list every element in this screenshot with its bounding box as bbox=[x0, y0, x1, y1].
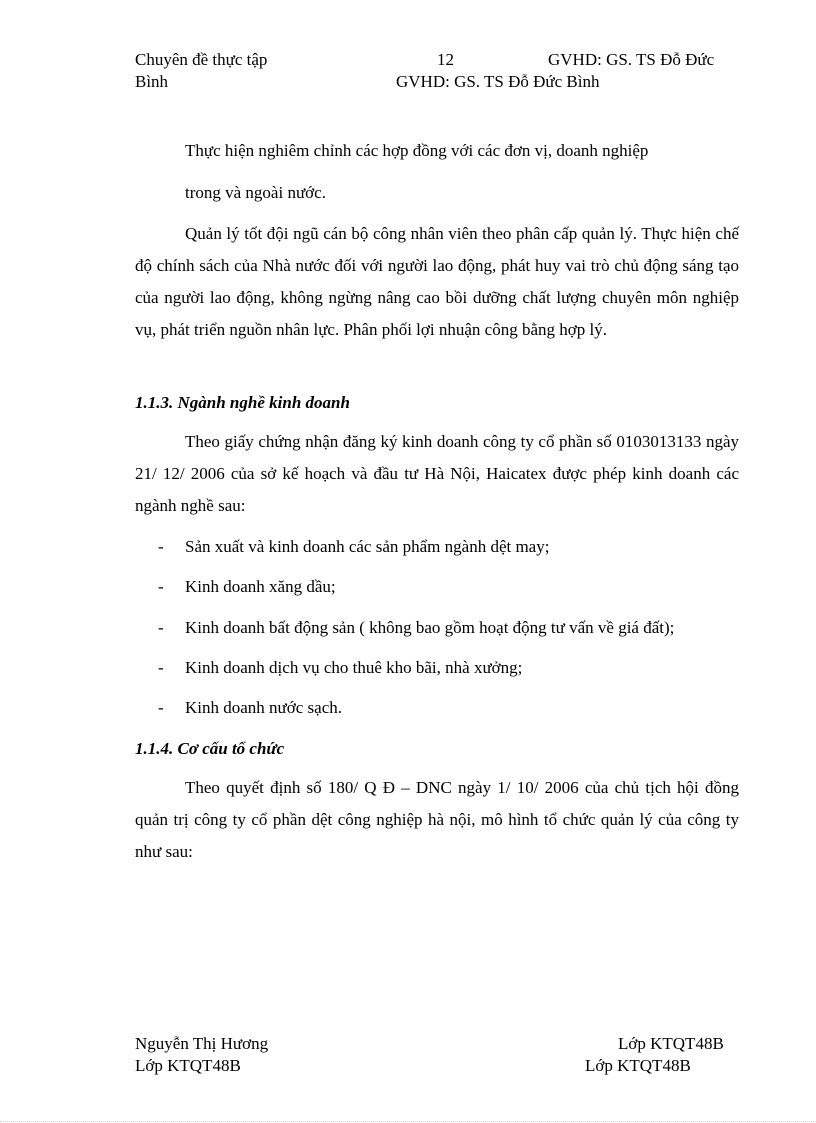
list-item-text: Sản xuất và kinh doanh các sản phẩm ngành dệt may; bbox=[185, 537, 550, 556]
paragraph-2 bbox=[135, 218, 739, 346]
paragraph-4-text: Theo quyết định số 180/ Q Đ – DNC ngày 1/ 10/ 2006 của chủ tịch hội đồng quản trị công ty cổ phần dệt công nghiệp hà nội, mô hình tổ chức quản lý của công ty như sau: bbox=[135, 778, 739, 861]
paragraph-3-text: Theo giấy chứng nhận đăng ký kinh doanh công ty cổ phần số 0103013133 ngày 21/ 12/ 2006 của sở kế hoạch và đầu tư Hà Nội, Haicatex được phép kinh doanh các ngành nghề sau: bbox=[135, 432, 739, 515]
footer-author: Nguyễn Thị Hương bbox=[135, 1034, 269, 1053]
paragraph-4 bbox=[135, 772, 739, 868]
header-advisor-top: GVHD: GS. TS Đỗ Đức bbox=[548, 50, 715, 69]
header-advisor-bottom: GVHD: GS. TS Đỗ Đức Bình bbox=[396, 72, 600, 91]
list-item-text: Kinh doanh dịch vụ cho thuê kho bãi, nhà xưởng; bbox=[185, 658, 523, 677]
list-item bbox=[158, 657, 522, 679]
paragraph-1-line-1: Thực hiện nghiêm chỉnh các hợp đồng với các đơn vị, doanh nghiệp bbox=[185, 141, 649, 160]
paragraph-2-text: Quản lý tốt đội ngũ cán bộ công nhân viên theo phân cấp quản lý. Thực hiện chế độ chính sách của Nhà nước đối với người lao động, phát huy vai trò chủ động sáng tạo của người lao động, không ngừng nâng cao bồi dưỡng chất lượng chuyên môn nghiệp vụ, phát triển nguồn nhân lực. Phân phối lợi nhuận công bằng hợp lý. bbox=[135, 224, 739, 339]
footer-class-top: Lớp KTQT48B bbox=[618, 1034, 724, 1053]
bullet-marker: - bbox=[158, 537, 164, 556]
list-item bbox=[158, 576, 336, 598]
page-bottom-divider bbox=[0, 1121, 816, 1122]
list-item-text: Kinh doanh nước sạch. bbox=[185, 698, 343, 717]
list-item-text: Kinh doanh bất động sản ( không bao gồm hoạt động tư vấn về giá đất); bbox=[185, 618, 675, 637]
bullet-marker: - bbox=[158, 618, 164, 637]
bullet-marker: - bbox=[158, 658, 164, 677]
paragraph-1-line-2: trong và ngoài nước. bbox=[185, 183, 326, 202]
paragraph-3 bbox=[135, 426, 739, 522]
section-heading-1-1-4: 1.1.4. Cơ cấu tổ chức bbox=[135, 739, 285, 758]
footer-class-bottom: Lớp KTQT48B bbox=[585, 1056, 691, 1075]
list-item bbox=[158, 697, 342, 719]
list-item bbox=[158, 617, 674, 639]
header-left-wrap: Bình bbox=[135, 72, 169, 91]
footer-class-left: Lớp KTQT48B bbox=[135, 1056, 241, 1075]
section-heading-1-1-3: 1.1.3. Ngành nghề kinh doanh bbox=[135, 393, 350, 412]
list-item bbox=[158, 536, 549, 558]
bullet-marker: - bbox=[158, 577, 164, 596]
header-left-title: Chuyên đề thực tập bbox=[135, 50, 268, 69]
page-number: 12 bbox=[437, 50, 454, 69]
list-item-text: Kinh doanh xăng dầu; bbox=[185, 577, 336, 596]
bullet-marker: - bbox=[158, 698, 164, 717]
